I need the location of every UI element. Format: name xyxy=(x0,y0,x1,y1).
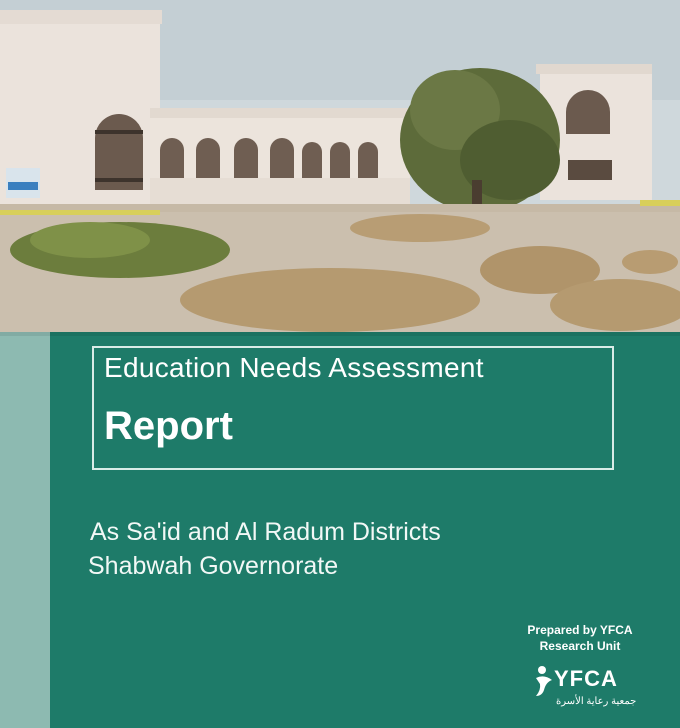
logo-wordmark: YFCA xyxy=(554,666,618,691)
report-title-emphasis: Report xyxy=(104,404,233,448)
yfca-logo xyxy=(532,664,642,714)
prepared-by-credit xyxy=(500,622,660,654)
cover-photo-school-building xyxy=(0,0,680,332)
districts-subtitle: As Sa'id and Al Radum Districts xyxy=(90,518,441,546)
governorate-subtitle: Shabwah Governorate xyxy=(88,552,339,580)
panel-top-shade xyxy=(0,332,680,336)
logo-arabic-name: جمعية رعاية الأسرة xyxy=(556,696,637,707)
figure-mark-icon xyxy=(532,664,556,698)
research-unit-line: Research Unit xyxy=(539,639,621,653)
side-accent-strip xyxy=(0,332,50,728)
prepared-by-line: Prepared by YFCA xyxy=(527,623,633,637)
report-title: Education Needs Assessment xyxy=(104,352,484,383)
